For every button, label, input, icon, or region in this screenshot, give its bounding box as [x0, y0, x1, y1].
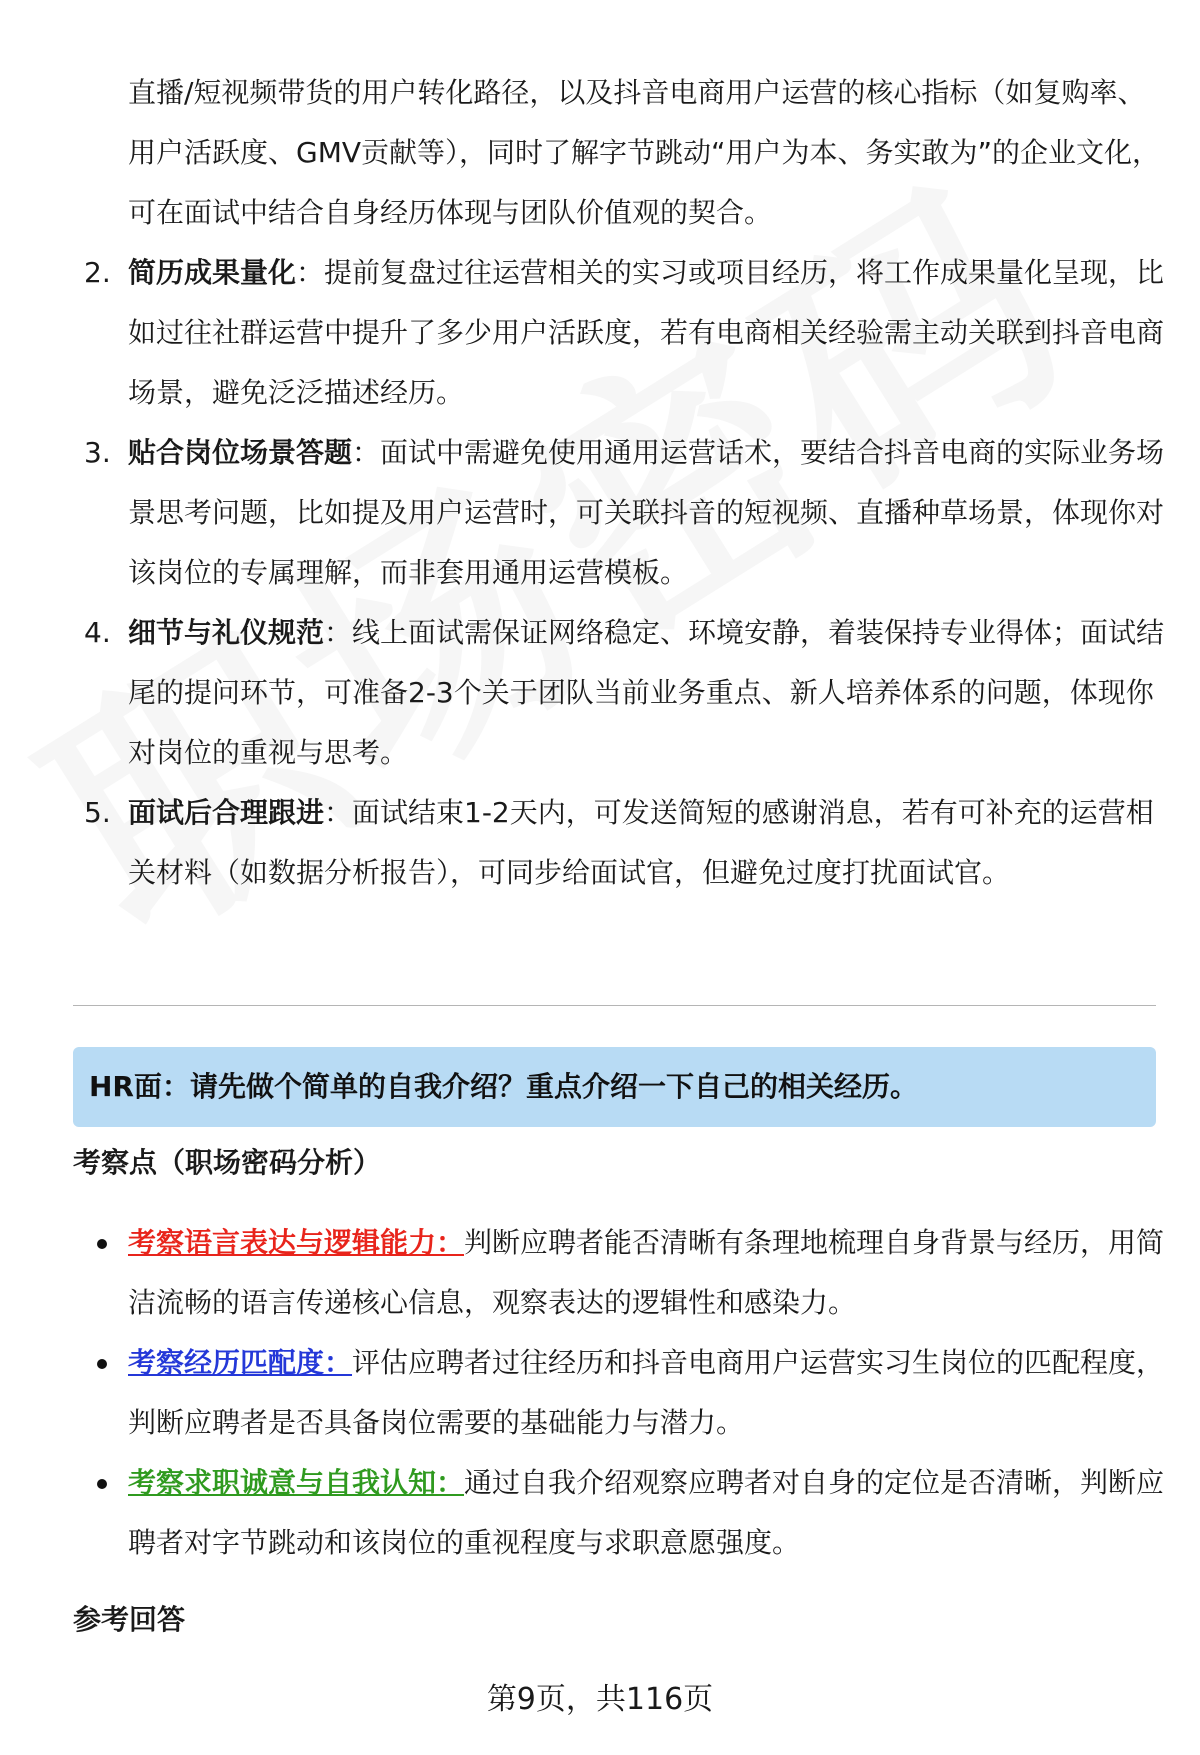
tip-text: ：面试结束1-2天内，可发送简短的感谢消息，若有可补充的运营相关材料（如数据分析报告），可同步给面试官，但避免过度打扰面试官。: [128, 796, 1154, 889]
section-divider: [73, 1005, 1156, 1006]
tip-title: 面试后合理跟进: [128, 796, 325, 829]
intro-continuation: 直播/短视频带货的用户转化路径，以及抖音电商用户运营的核心指标（如复购率、用户活跃度、GMV贡献等），同时了解字节跳动“用户为本、务实敢为”的企业文化，可在面试中结合自身经历体现与团队价值观的契合。: [128, 76, 1161, 229]
point-key: 考察经历匹配度：: [128, 1346, 353, 1379]
tip-text: ：提前复盘过往运营相关的实习或项目经历，将工作成果量化呈现，比如过往社群运营中提升了多少用户活跃度，若有电商相关经验需主动关联到抖音电商场景，避免泛泛描述经历。: [128, 256, 1165, 409]
bullet-dot: [97, 1359, 107, 1369]
point-body: [128, 1333, 1168, 1453]
point-text: 评估应聘者过往经历和抖音电商用户运营实习生岗位的匹配程度，判断应聘者是否具备岗位需要的基础能力与潜力。: [128, 1346, 1165, 1439]
point-text: 判断应聘者能否清晰有条理地梳理自身背景与经历，用简洁流畅的语言传递核心信息，观察表达的逻辑性和感染力。: [128, 1226, 1165, 1319]
tip-number: 2.: [84, 256, 111, 289]
analysis-heading: 考察点（职场密码分析）: [73, 1146, 382, 1179]
answer-heading: 参考回答: [73, 1603, 186, 1636]
tip-number: 5.: [84, 796, 111, 829]
point-text: 通过自我介绍观察应聘者对自身的定位是否清晰，判断应聘者对字节跳动和该岗位的重视程度与求职意愿强度。: [128, 1466, 1165, 1559]
bullet-dot: [97, 1479, 107, 1489]
tip-body: [128, 423, 1168, 603]
point-key: 考察求职诚意与自我认知：: [128, 1466, 465, 1499]
tip-title: 简历成果量化: [128, 256, 297, 289]
tip-text: ：线上面试需保证网络稳定、环境安静，着装保持专业得体；面试结尾的提问环节，可准备2-3个关于团队当前业务重点、新人培养体系的问题，体现你对岗位的重视与思考。: [128, 616, 1165, 769]
tip-body: [128, 783, 1168, 903]
page-footer: 第9页，共116页: [486, 1682, 714, 1717]
tip-title: 细节与礼仪规范: [128, 616, 325, 649]
point-body: [128, 1213, 1168, 1333]
question-box: [73, 1047, 1156, 1127]
question-text: HR面：请先做个简单的自我介绍？重点介绍一下自己的相关经历。: [89, 1070, 918, 1103]
bullet-dot: [97, 1239, 107, 1249]
tip-body: [128, 603, 1168, 783]
tip-text: ：面试中需避免使用通用运营话术，要结合抖音电商的实际业务场景思考问题，比如提及用户运营时，可关联抖音的短视频、直播种草场景，体现你对该岗位的专属理解，而非套用通用运营模板。: [128, 436, 1165, 589]
tip-body: [128, 243, 1168, 423]
point-body: [128, 1453, 1168, 1573]
point-key: 考察语言表达与逻辑能力：: [128, 1226, 465, 1259]
tip-title: 贴合岗位场景答题: [128, 436, 353, 469]
tip-number: 3.: [84, 436, 111, 469]
tip-number: 4.: [84, 616, 111, 649]
